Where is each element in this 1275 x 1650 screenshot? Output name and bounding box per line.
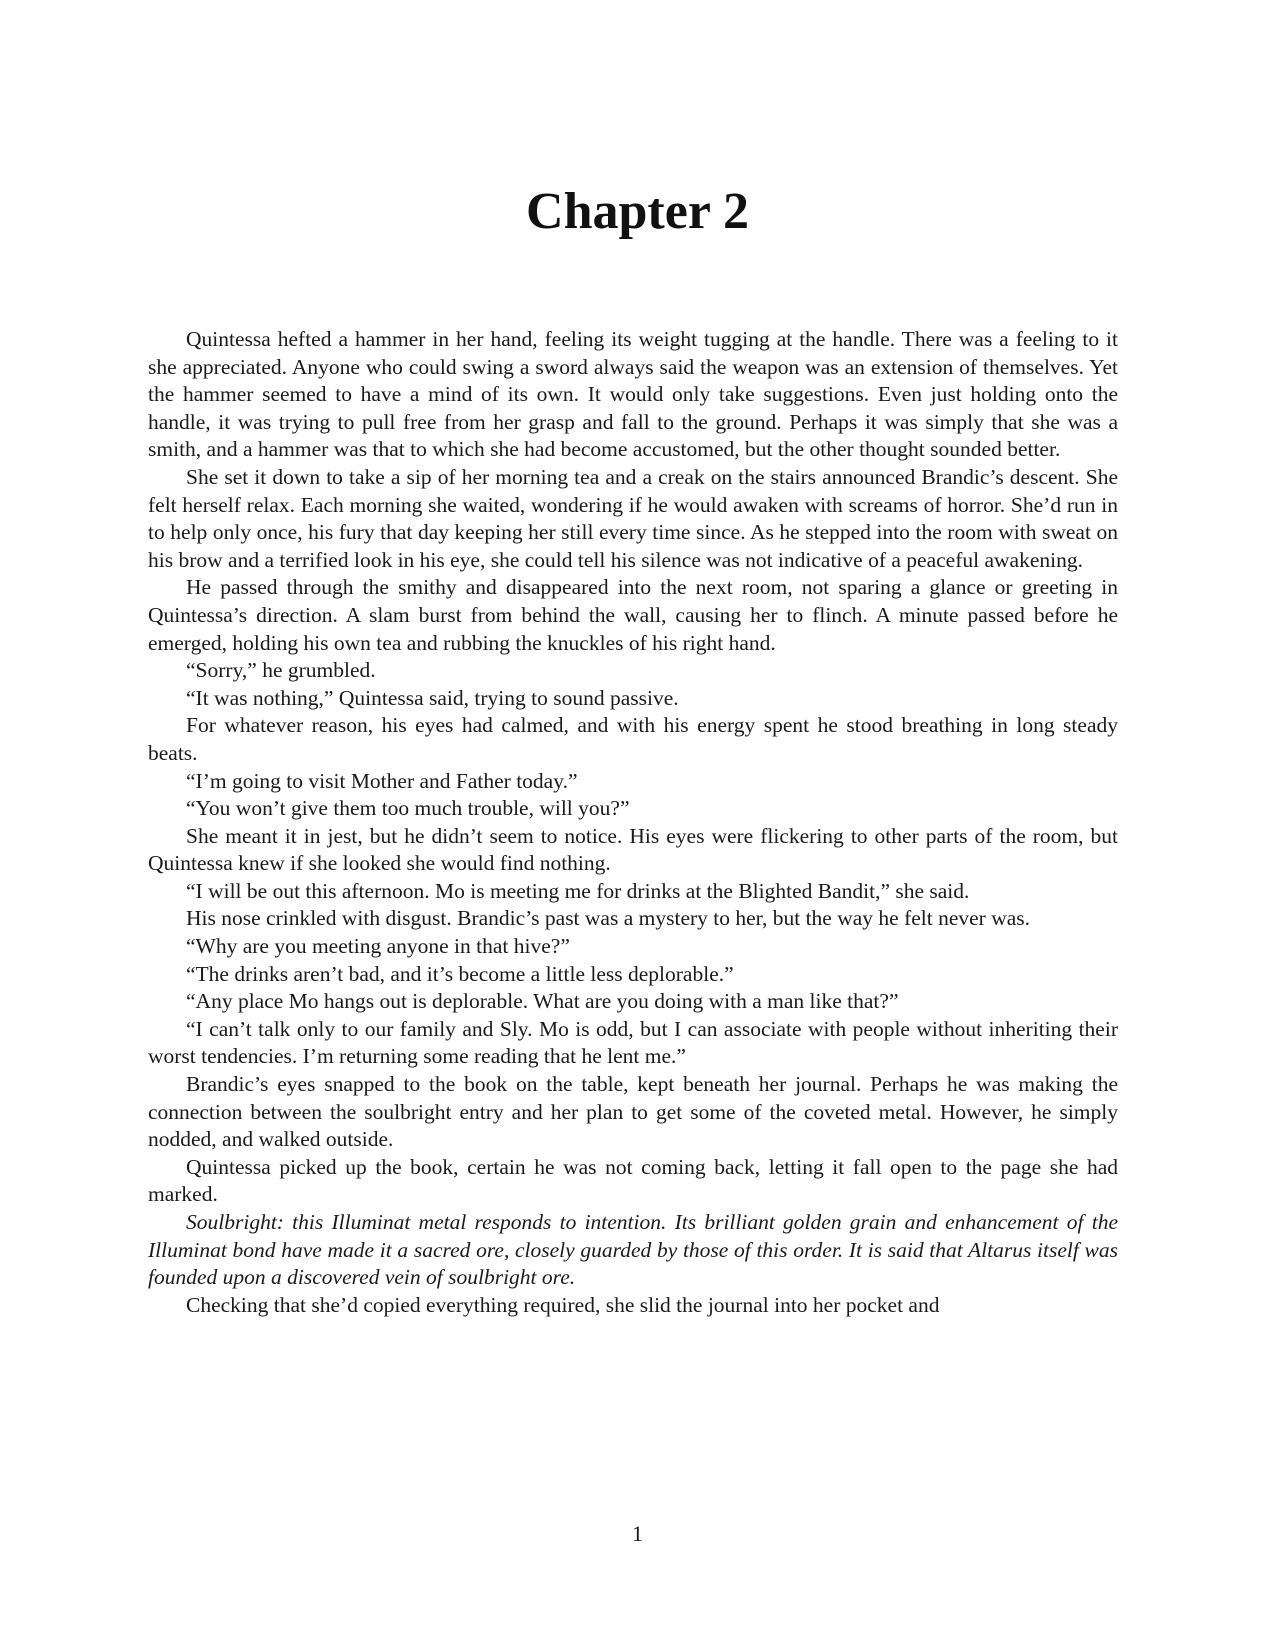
paragraph: Checking that she’d copied everything required, she slid the journal into her pocket and — [186, 1292, 940, 1317]
paragraph: “The drinks aren’t bad, and it’s become a little less deplorable.” — [186, 961, 734, 986]
paragraph: Brandic’s eyes snapped to the book on the table, kept beneath her journal. Perhaps he was making the connection between the soulbright entry and her plan to get some of the coveted metal. However, he simply nodded, and walked outside. — [148, 1072, 1118, 1152]
paragraph: She meant it in jest, but he didn’t seem to notice. His eyes were flickering to other parts of the room, but Quintessa knew if she looked she would find nothing. — [148, 823, 1118, 876]
paragraph: She set it down to take a sip of her morning tea and a creak on the stairs announced Brandic’s descent. She felt herself relax. Each morning she waited, wondering if he would awaken with screams of horror. She’d run in to help only once, his fury that day keeping her still every time since. As he stepped into the room with sweat on his brow and a terrified look in his eye, she could tell his silence was not indicative of a peaceful awakening. — [148, 464, 1118, 572]
chapter-title: Chapter 2 — [526, 183, 749, 240]
paragraph: “Sorry,” he grumbled. — [186, 658, 376, 683]
paragraph: “You won’t give them too much trouble, will you?” — [186, 796, 630, 821]
paragraph: For whatever reason, his eyes had calmed, and with his energy spent he stood breathing in long steady beats. — [148, 713, 1118, 765]
paragraph: “I can’t talk only to our family and Sly. Mo is odd, but I can associate with people without inheriting their worst tendencies. I’m returning some reading that he lent me.” — [148, 1016, 1118, 1069]
paragraph: “I will be out this afternoon. Mo is meeting me for drinks at the Blighted Bandit,” she said. — [186, 878, 970, 903]
paragraph: “I’m going to visit Mother and Father today.” — [186, 768, 578, 793]
chapter-body — [148, 326, 1118, 1319]
paragraph: “Any place Mo hangs out is deplorable. What are you doing with a man like that?” — [186, 989, 899, 1014]
paragraph: “It was nothing,” Quintessa said, trying to sound passive. — [186, 685, 679, 710]
paragraph: Quintessa picked up the book, certain he was not coming back, letting it fall open to the page she had marked. — [148, 1154, 1118, 1207]
paragraph: “Why are you meeting anyone in that hive?” — [186, 934, 570, 959]
paragraph: Quintessa hefted a hammer in her hand, feeling its weight tugging at the handle. There was a feeling to it she appreciated. Anyone who could swing a sword always said the weapon was an extension of themselves. Yet the hammer seemed to have a mind of its own. It would only take suggestions. Even just holding onto the handle, it was trying to pull free from her grasp and fall to the ground. Perhaps it was simply that she was a smith, and a hammer was that to which she had become accustomed, but the other thought sounded better. — [148, 327, 1118, 462]
page-number: 1 — [632, 1521, 643, 1546]
paragraph: He passed through the smithy and disappeared into the next room, not sparing a glance or greeting in Quintessa’s direction. A slam burst from behind the wall, causing her to flinch. A minute passed before he emerged, holding his own tea and rubbing the knuckles of his right hand. — [148, 575, 1118, 655]
paragraph: His nose crinkled with disgust. Brandic’s past was a mystery to her, but the way he felt never was. — [186, 906, 1031, 931]
italic-excerpt: Soulbright: this Illuminat metal responds to intention. Its brilliant golden grain and enhancement of the Illuminat bond have made it a sacred ore, closely guarded by those of this order. It is said that Altarus itself was founded upon a discovered vein of soulbright ore. — [148, 1210, 1118, 1290]
